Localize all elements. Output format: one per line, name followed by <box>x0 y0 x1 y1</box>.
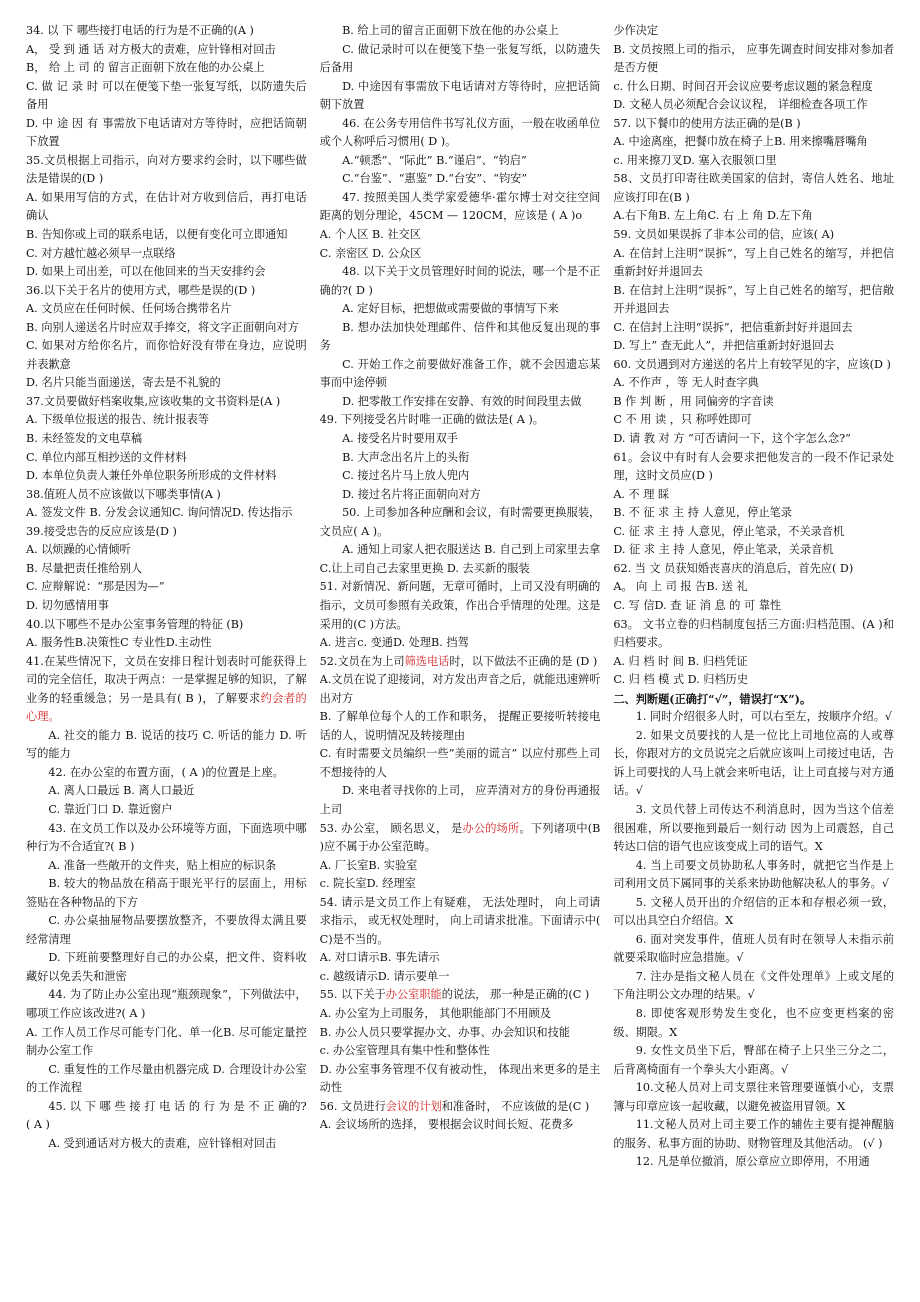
text-line: C. 做 记 录 时 可以在便笺下垫一张复写纸，以防遗失后备用 <box>26 79 307 112</box>
text-line: 48. 以下关于文员管理好时间的说法，哪一个是不正确的?( D ) <box>319 265 601 297</box>
text-line: D. 来电者寻找你的上司， 应弄清对方的身份再通报上司 <box>319 784 601 816</box>
text-line: 61。会议中有时有人会要求把他发言的一段不作记录处理，这时文员应(D ) <box>613 450 895 483</box>
text-line: C. 归 档 模 式 D. 归档历史 <box>613 673 749 687</box>
text-line: 6. 面对突发事件，值班人员有时在领导人未指示前就要采取临时应急措施。√ <box>613 932 895 965</box>
text-line: C. 征 求 主 持 人意见，停止笔录，不关录音机 <box>613 524 845 538</box>
text-line: C. 在信封上注明“误拆”，把信重新封好并退回去 <box>613 320 853 334</box>
text-line: A. 文员应在任何时候、任何场合携带名片 <box>26 302 232 316</box>
text-line: C. 重复性的工作尽量由机器完成 D. 合理设计办公室的工作流程 <box>26 1062 307 1095</box>
text-line: A. 社交的能力 B. 说话的技巧 C. 听话的能力 D. 听写的能力 <box>26 728 307 761</box>
text-line: A. 工作人员工作尽可能专门化、单一化B. 尽可能定量控制办公室工作 <box>26 1025 307 1058</box>
text-line: 62. 当 文 员获知婚丧喜庆的消息后，首先应( D) <box>613 561 854 575</box>
text-line: D. 中途因有事需放下电话请对方等待时，应把话筒朝下放置 <box>319 79 601 112</box>
text-line: 63。 文书立卷的归档制度包括三方面:归档范围、(A )和归档要求。 <box>613 617 895 650</box>
text-line: 10.文秘人员对上司支票往来管理要谨慎小心，支票簿与印章应该一起收藏，以避免被盗用冒领。X <box>613 1081 895 1113</box>
text-line: 43. 在文员工作以及办公环境等方面，下面选项中哪种行为不合适宜?( B ) <box>26 821 307 854</box>
text-line: c. 办公室管理具有集中性和整体性 <box>319 1044 490 1058</box>
highlighted-text: 筛选电话 <box>404 654 450 668</box>
text-line: 60. 文员遇到对方递送的名片上有较罕见的字，应该(D ) <box>613 357 891 371</box>
text-line: B， 给 上 司 的 留言正面朝下放在他的办公桌上 <box>26 61 265 75</box>
text-line: D. 下班前要整理好自己的办公桌，把文件、资料收藏好以免丢失和泄密 <box>26 951 307 983</box>
text-line: c. 院长室D. 经理室 <box>319 877 416 891</box>
text-line: 12. 凡是单位撤消，原公章应立即停用，不用通 <box>635 1155 870 1169</box>
text-line: C. 亲密区 D. 公众区 <box>319 246 422 260</box>
text-line: B. 办公人员只要掌握办文、办事、办会知识和技能 <box>319 1025 570 1039</box>
text-line: D. 征 求 主 持 人意见，停止笔录，关录音机 <box>613 543 834 557</box>
text-line: B. 在信封上注明“误拆”，写上自己姓名的缩写，把信敞开并退回去 <box>613 283 895 316</box>
text-line: 51. 对新情况、新问题，无章可循时，上司又没有明确的指示，文员可参照有关政策，作出合乎情理的处理。这是采用的(C )方法。 <box>319 580 601 631</box>
text-line: 35.文员根据上司指示，向对方要求约会时，以下哪些做法是错误的(D ) <box>26 153 307 186</box>
text-line: C. 办公桌抽屉物品要摆放整齐，不要放得太满且要经常清理 <box>26 914 307 946</box>
text-line: A.“顿悉”、“际此” B.“谨启”、“钧启” <box>342 153 527 167</box>
text-line: 36.以下关于名片的使用方式，哪些是误的(D ) <box>26 283 256 297</box>
text-line: A. 通知上司家人把衣服送达 B. 自己到上司家里去拿C.让上司自己去家里更换 D. 去买新的服装 <box>319 543 601 575</box>
text-line: B. 不 征 求 主 持 人意见，停止笔录 <box>613 506 792 520</box>
text-line: A. 接受名片时要用双手 <box>342 432 458 446</box>
text-line: D. 接过名片将正面朝向对方 <box>342 487 481 501</box>
text-line: B. 未经签发的文电草稿 <box>26 432 143 446</box>
text-line: A. 以烦躁的心情倾听 <box>26 543 131 557</box>
text-line: C 不 用 读 ，只 称呼姓即可 <box>613 413 752 427</box>
text-line: B. 想办法加快处理邮件、信件和其他反复出现的事务 <box>319 320 601 353</box>
text-line: D. 本单位负责人兼任外单位职务所形成的文件材料 <box>26 469 277 483</box>
text-line: 52.文员在为上司筛选电话时，以下做法不正确的是 (D ) <box>319 654 598 668</box>
text-line: 38.值班人员不应该做以下哪类事情(A ) <box>26 487 221 501</box>
text-line: A.文员在说了迎接词，对方发出声音之后，就能迅速辨听出对方 <box>319 673 601 705</box>
text-line: C. 单位内部互相抄送的文件材料 <box>26 450 187 464</box>
text-line: A. 办公室为上司服务， 其他职能部门不用顾及 <box>319 1006 551 1020</box>
text-line: 56. 文员进行会议的计划和准备时， 不应该做的是(C ) <box>319 1099 590 1113</box>
text-line: D. 把零散工作安排在安静、有效的时间段里去做 <box>342 394 582 408</box>
text-line: A. 离人口最远 B. 离人口最近 <box>48 784 195 798</box>
text-line: B. 给上司的留言正面朝下放在他的办公桌上 <box>342 24 559 37</box>
text-line: 58、文员打印寄往欧美国家的信封，寄信人姓名、地址应该打印在(B ) <box>613 172 895 204</box>
column-1 <box>26 22 307 1294</box>
text-line: C. 开始工作之前要做好准备工作，就不会因遗忘某事而中途停顿 <box>319 357 601 390</box>
text-line: 50. 上司参加各种应酬和会议，有时需要更换服装，文员应( A )。 <box>319 506 601 538</box>
text-line: A， 受 到 通 话 对方极大的责难，应针锋相对回击 <box>26 42 276 56</box>
column-3 <box>613 22 894 1294</box>
highlighted-text: 约会者的心理。 <box>26 691 307 724</box>
text-line: 41.在某些情况下，文员在安排日程计划表时可能获得上司的完全信任，取决于两点：一是掌握足够的知识，了解业务的轻重缓急；另一是具有( B )，了解要求约会者的心理。 <box>26 654 307 724</box>
text-line: D. 切勿感情用事 <box>26 598 109 612</box>
text-line: A. 中途离座，把餐巾放在椅子上B. 用来擦嘴唇嘴角 <box>613 135 868 149</box>
text-line: B. 文员按照上司的指示， 应事先调查时间安排对参加者是否方便 <box>613 42 895 75</box>
text-line: B 作 判 断 ，用 同偏旁的字音读 <box>613 394 774 408</box>
text-line: C. 有时需要文员编织一些”美丽的谎言” 以应付那些上司不想接待的人 <box>319 747 601 779</box>
text-line: A. 个人区 B. 社交区 <box>319 228 421 242</box>
text-line: A. 归 档 时 间 B. 归档凭证 <box>613 654 748 668</box>
text-line: C. 靠近门口 D. 靠近窗户 <box>48 802 173 816</box>
text-line: 55. 以下关于办公室职能的说法， 那一种是正确的(C ) <box>319 988 590 1002</box>
text-line: A. 不作声 ，等 无人时查字典 <box>613 376 759 390</box>
text-line: 11.文秘人员对上司主要工作的辅佐主要有提神醒脑的服务、私事方面的协助、财物管理及其他活动。 (√ ) <box>613 1118 895 1150</box>
text-line: B. 告知你或上司的联系电话，以便有变化可立即通知 <box>26 228 288 242</box>
text-line: 45. 以 下 哪 些 接 打 电 话 的 行 为 是 不 正 确的?( A ) <box>26 1099 307 1132</box>
text-line: B. 较大的物品放在稍高于眼光平行的层面上，用标签贴在各种物品的下方 <box>26 877 307 909</box>
text-line: 37.文员要做好档案收集,应该收集的文书资料是(A ) <box>26 394 281 408</box>
text-line: C.“台鉴”、“惠鉴” D.“台安”、“钧安” <box>342 172 528 186</box>
text-line: D. 文秘人员必须配合会议议程， 详细检查各项工作 <box>613 98 868 112</box>
text-line: A。 向 上 司 报 告B. 送 礼 <box>613 580 748 594</box>
text-line: 9. 女性文员坐下后，臀部在椅子上只坐三分之二，后背离椅面有一个拳头大小距离。√ <box>613 1044 895 1076</box>
text-line: C. 如果对方给你名片，而你恰好没有带在身边，应说明并表歉意 <box>26 339 307 371</box>
text-line: A. 下级单位报送的报告、统计报表等 <box>26 413 210 427</box>
text-line: 2. 如果文员要找的人是一位比上司地位高的人或尊长，你跟对方的文员说完之后就应该叫上司接过电话，告诉上司要找的人马上就会来听电话，让上司直接与对方通话。√ <box>613 728 895 798</box>
text-line: A. 受到通话对方极大的责难，应针锋相对回击 <box>48 1136 277 1150</box>
highlighted-text: 会议的计划 <box>385 1099 442 1113</box>
text-line: 49. 下列接受名片时唯一正确的做法是( A )。 <box>319 413 544 427</box>
text-line: 54. 请示是文员工作上有疑难， 无法处理时， 向上司请求指示， 或无权处理时， 向上司请求批准。下面请示中( C)是不当的。 <box>319 895 601 946</box>
text-line: 1. 同时介绍很多人时，可以右至左，按顺序介绍。√ <box>635 710 893 724</box>
text-line: 57. 以下餐巾的使用方法正确的是(B ) <box>613 116 801 130</box>
text-line: D. 请 教 对 方 “可否请问一下，这个字怎么念?” <box>613 432 851 446</box>
text-line: 二、判断题(正确打“√”，错误打“X”)。 <box>613 691 812 706</box>
text-line: 8. 即使客观形势发生变化，也不应变更档案的密级、期限。X <box>613 1006 895 1039</box>
text-line: 46. 在公务专用信件书写礼仪方面，一般在收函单位或个人称呼后习惯用( D )。 <box>319 116 601 149</box>
text-line: A.右下角B. 左上角C. 右 上 角 D.左下角 <box>613 209 813 223</box>
text-line: 40.以下哪些不是办公室事务管理的特征 (B) <box>26 617 244 631</box>
text-line: 47. 按照美国人类学家爱德华·霍尔博士对交往空间距离的划分理论，45CM — 120CM，应该是 ( A )o <box>319 190 601 223</box>
text-line: C. 对方越忙越必须早一点联络 <box>26 246 176 260</box>
text-line: D. 如果上司出差，可以在他回来的当天安排约会 <box>26 265 266 279</box>
text-line: A. 进言c. 变通D. 处理B. 挡驾 <box>319 636 469 650</box>
text-line: C. 写 信D. 查 证 消 息 的 可 靠性 <box>613 598 782 612</box>
text-line: C. 做记录时可以在便笺下垫一张复写纸，以防遗失后备用 <box>319 42 601 75</box>
text-line: 39.接受忠告的反应应该是(D ) <box>26 524 177 538</box>
text-line: c. 越级请示D. 请示要单一 <box>319 969 450 983</box>
text-line: 少作决定 <box>613 24 659 37</box>
text-line: B. 尽量把责任推给别人 <box>26 561 143 575</box>
text-line: A. 厂长室B. 实验室 <box>319 858 418 872</box>
column-2 <box>320 22 601 1294</box>
text-line: 53. 办公室， 顾名思义， 是办公的场所。下列诸项中(B )应不属于办公室范畴。 <box>319 821 601 854</box>
text-line: 4. 当上司要文员协助私人事务时，就把它当作是上司利用文员下属同事的关系来协助他解决私人的事务。√ <box>613 858 895 891</box>
text-line: A. 会议场所的选择， 要根据会议时间长短、花费多 <box>319 1118 574 1132</box>
text-line: 3. 文员代替上司传达不利消息时，因为当这个信差很困难，所以要拖到最后一刻行动 因为上司震怒，自己转达口信的语气也应该变成上司的语气。X <box>613 802 895 854</box>
text-line: D. 中 途 因 有 事需放下电话请对方等待时，应把话筒朝下放置 <box>26 116 307 149</box>
text-line: D. 写上” 查无此人”，并把信重新封好退回去 <box>613 339 835 353</box>
text-line: 59. 文员如果误拆了非本公司的信，应该( A) <box>613 228 835 242</box>
text-line: 42. 在办公室的布置方面，( A )的位置是上座。 <box>48 765 284 779</box>
text-line: B. 了解单位每个人的工作和职务， 提醒正要接听转接电话的人，说明情况及转接理由 <box>319 710 601 742</box>
highlighted-text: 办公的场所 <box>462 821 520 835</box>
text-line: 34. 以 下 哪些接打电话的行为是不正确的(A ) <box>26 24 254 37</box>
text-line: c. 什么日期、时间召开会议应要考虑议题的紧急程度 <box>613 79 873 93</box>
text-line: A. 准备一些敞开的文件夹，贴上相应的标识条 <box>48 858 277 872</box>
text-line: D. 名片只能当面递送，寄去是不礼貌的 <box>26 376 221 390</box>
text-line: A. 对口请示B. 事先请示 <box>319 951 440 965</box>
document-page <box>26 22 894 1294</box>
text-line: 5. 文秘人员开出的介绍信的正本和存根必须一致，可以出具空白介绍信。X <box>613 895 895 928</box>
highlighted-text: 办公室职能 <box>385 988 442 1002</box>
text-line: A. 在信封上注明“误拆”，写上自己姓名的缩写，并把信重新封好并退回去 <box>613 246 895 279</box>
text-line: C. 应辩解说：“那是因为—” <box>26 580 165 594</box>
text-line: 44. 为了防止办公室出现“瓶颈现象”，下列做法中，哪项工作应该改进?( A ) <box>26 988 307 1020</box>
text-line: C. 接过名片马上放人兜内 <box>342 469 470 483</box>
text-line: 7. 注办是指文秘人员在《文件处理单》上或文尾的下角注明公文办理的结果。√ <box>613 969 895 1002</box>
text-line: D. 办公室事务管理不仅有被动性， 体现出来更多的是主动性 <box>319 1062 601 1095</box>
text-line: A. 签发文件 B. 分发会议通知C. 询问情况D. 传达指示 <box>26 506 293 520</box>
text-line: B. 向别人递送名片时应双手捧交，将文字正面朝向对方 <box>26 320 299 334</box>
text-line: A. 定好目标，把想做或需要做的事情写下来 <box>342 302 559 316</box>
text-line: B. 大声念出名片上的头衔 <box>342 450 470 464</box>
text-line: A. 不 理 睬 <box>613 487 670 501</box>
text-line: c. 用来擦刀叉D. 塞入衣服领口里 <box>613 153 777 167</box>
text-line: A. 如果用写信的方式，在估计对方收到信后，再打电话确认 <box>26 190 307 223</box>
text-line: A. 服务性B.决策性C 专业性D.主动性 <box>26 636 212 650</box>
